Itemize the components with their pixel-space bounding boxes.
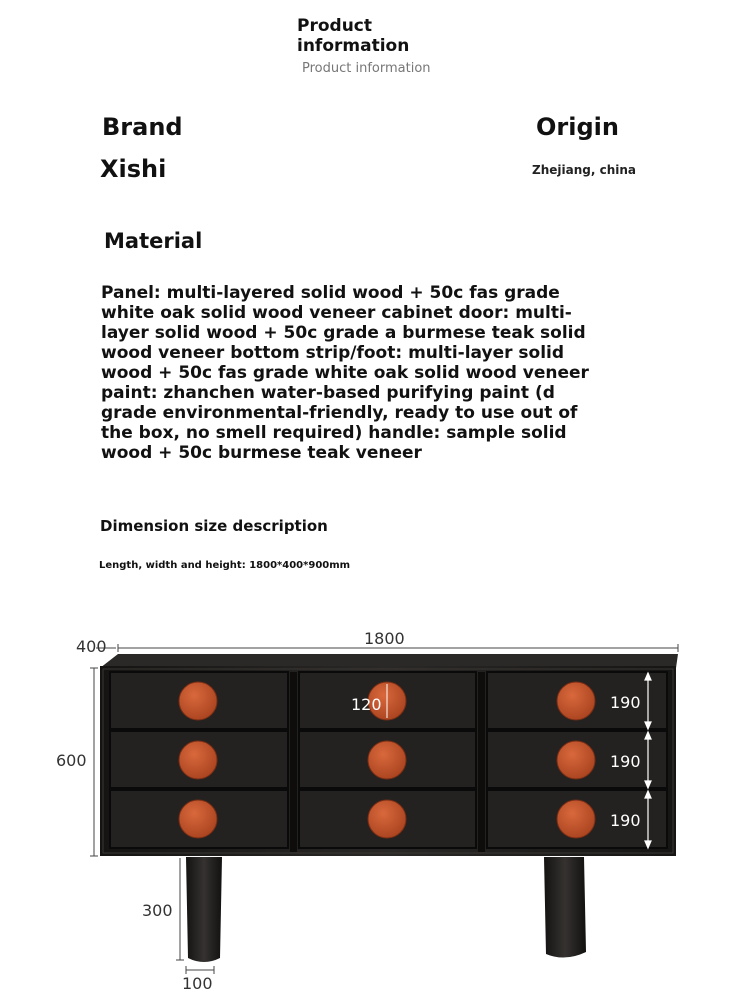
drawer-knob xyxy=(368,741,406,779)
leg-height-label: 300 xyxy=(142,901,173,920)
body-height-label: 600 xyxy=(56,751,87,770)
material-description: Panel: multi-layered solid wood + 50c fas grade white oak solid wood veneer cabinet door: multi-layer solid wood + 50c grade a burmese teak solid wood veneer bottom strip/foot: multi-layer solid wood + 50c fas grade white oak solid wood veneer paint: zhanchen water-based purifying paint (d grade environmental-friendly, ready to use out of the box, no smell required) handle: sample solid wood + 50c burmese teak veneer xyxy=(101,283,589,463)
depth-label: 400 xyxy=(76,637,107,656)
drawer-knob xyxy=(179,800,217,838)
drawer-knob xyxy=(179,682,217,720)
dimension-line: Length, width and height: 1800*400*900mm xyxy=(99,560,351,571)
cabinet-leg-right xyxy=(544,857,586,958)
drawer-height-label-1: 190 xyxy=(610,693,641,712)
drawer-knob xyxy=(368,800,406,838)
origin-value: Zhejiang, china xyxy=(532,163,636,177)
dimension-title: Dimension size description xyxy=(100,517,328,535)
brand-label: Brand xyxy=(102,113,183,141)
cabinet-divider xyxy=(478,672,485,852)
drawer-knob xyxy=(179,741,217,779)
drawer-height-label-3: 190 xyxy=(610,811,641,830)
length-label: 1800 xyxy=(364,629,405,648)
drawer-height-label-2: 190 xyxy=(610,752,641,771)
page-subtitle: Product information xyxy=(302,61,431,76)
cabinet-leg-left xyxy=(186,857,222,962)
cabinet-divider xyxy=(290,672,297,852)
knob-diameter-label: 120 xyxy=(351,695,382,714)
leg-width-label: 100 xyxy=(182,974,213,993)
page-title: Product information xyxy=(297,16,410,56)
cabinet-top xyxy=(100,654,678,668)
drawer-knob xyxy=(557,682,595,720)
drawer-knob xyxy=(557,741,595,779)
drawer-knob xyxy=(557,800,595,838)
origin-label: Origin xyxy=(536,113,619,141)
brand-value: Xishi xyxy=(100,155,167,183)
material-label: Material xyxy=(104,229,203,253)
